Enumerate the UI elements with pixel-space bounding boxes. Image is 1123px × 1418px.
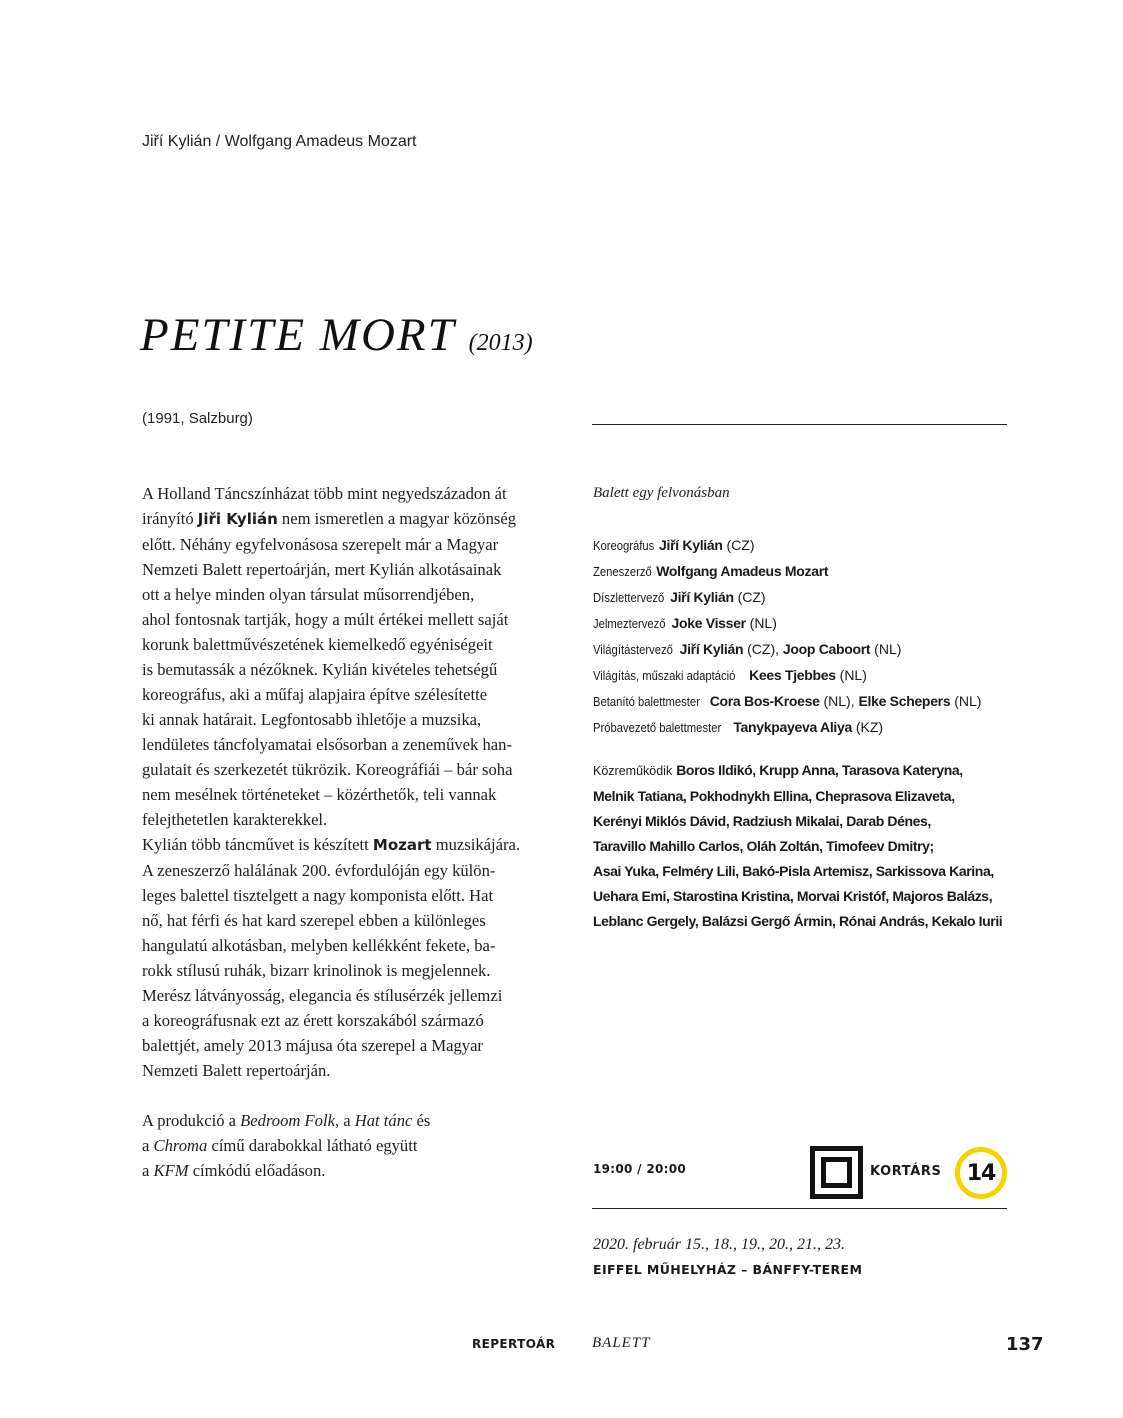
text-line: Nemzeti Balett repertoárján. [142,1061,331,1080]
cast-row: Uehara Emi, Starostina Kristina, Morvai Kristóf, Majoros Balázs, [593,888,993,904]
cast-row: Közreműködik Boros Ildikó, Krupp Anna, Tarasova Kateryna, [593,762,963,778]
credit-role: Zeneszerző [593,565,652,579]
age-rating-badge: 14 [955,1147,1007,1199]
credit-row [593,559,981,585]
venue: EIFFEL MŰHELYHÁZ – BÁNFFY-TEREM [593,1262,863,1277]
emphasized-name: Wolfgang Amadeus Mozart [656,563,829,579]
category-label: KORTÁRS [870,1164,942,1179]
text-line: előtt. Néhány egyfelvonásosa szerepelt már a Magyar [142,535,499,554]
cast-list [593,758,1023,934]
page-title [140,308,533,362]
text-line: lendületes táncfolyamatai elsősorban a zeneművek han- [142,735,512,754]
cast-row: Kerényi Miklós Dávid, Radziush Mikalai, Darab Dénes, [593,813,931,829]
emphasized-name: Cora Bos-Kroese [709,693,820,709]
text-line: balettjét, amely 2013 májusa óta szerepel a Magyar [142,1036,483,1055]
credit-row: Betanító balettmester Cora Bos-Kroese (NL), Elke Schepers (NL) [593,689,981,715]
emphasized-name: Jiři Kylián [197,510,278,528]
footer-category: BALETT [592,1335,651,1351]
cast-row: Melnik Tatiana, Pokhodnykh Ellina, Cheprasova Elizaveta, [593,788,955,804]
text-line: hangulatú alkotásban, melyben kellékként fekete, ba- [142,936,496,955]
emphasized-name: Tanykpayeva Aliya [733,719,852,735]
text-line: A zeneszerző halálának 200. évfordulóján egy külön- [142,861,496,880]
italic-title: Chroma [153,1136,208,1155]
title-text: PETITE MORT [140,309,455,361]
emphasized-name: Elke Schepers [858,693,951,709]
credit-row: Világítástervező Jiří Kylián (CZ), Joop Caboort (NL) [593,637,981,663]
emphasized-name: Jiří Kylián [659,537,723,553]
credit-role: Koreográfus [593,539,655,553]
credit-row: Világítás, műszaki adaptáció Kees Tjebbes (NL) [593,663,981,689]
text-line: a Chroma című darabokkal látható együtt [142,1136,418,1155]
page-number: 137 [1006,1334,1044,1355]
text-line: rokk stílusú ruhák, bizarr krinolinok is megjelennek. [142,961,491,980]
text-line: felejthetetlen karakterekkel. [142,810,328,829]
genre-subtitle: Balett egy felvonásban [593,485,730,501]
emphasized-name: Mozart [372,836,432,854]
cast-role: Közreműködik [593,764,673,778]
emphasized-name: Kees Tjebbes [749,667,836,683]
title-year: (2013) [468,330,533,356]
credit-role: Díszlettervező [593,591,665,605]
emphasized-name: Jiří Kylián [679,641,744,657]
cast-row: Leblanc Gergely, Balázsi Gergő Ármin, Rónai András, Kekalo Iurii [593,913,1003,929]
nested-square-icon [810,1146,863,1199]
showtime: 19:00 / 20:00 [593,1162,687,1176]
description-text [142,481,560,1183]
paragraph-gap [142,1083,560,1108]
emphasized-name: Jiří Kylián [670,589,734,605]
text-line: a koreográfusnak ezt az érett korszakából származó [142,1011,484,1030]
cast-row: Asai Yuka, Felméry Lili, Bakó-Pisla Artemisz, Sarkissova Karina, [593,863,994,879]
credit-row: Jelmeztervező Joke Visser (NL) [593,611,981,637]
text-line: a KFM címkódú előadáson. [142,1161,326,1180]
credit-role: Világítástervező [593,643,673,657]
italic-title: Hat tánc [354,1111,413,1130]
italic-title: Bedroom Folk [240,1111,335,1130]
text-line: nő, hat férfi és hat kard szerepel ebben a különleges [142,911,486,930]
text-line: nem mesélnek történeteket – közérthetők, teli vannak [142,785,497,804]
credit-role: Betanító balettmester [593,695,700,709]
credits-list [593,533,981,741]
cast-row: Taravillo Mahillo Carlos, Oláh Zoltán, Timofeev Dmitry; [593,838,934,854]
text-line: A Holland Táncszínházat több mint negyedszázadon át [142,484,507,503]
emphasized-name: Joop Caboort [782,641,871,657]
italic-title: KFM [153,1161,189,1180]
text-line: is bemutassák a nézőknek. Kylián kivételes tehetségű [142,660,498,679]
text-line: koreográfus, aki a műfaj alapjaira építve szélesítette [142,685,488,704]
performance-dates: 2020. február 15., 18., 19., 20., 21., 23. [593,1236,845,1253]
authors: Jiří Kylián / Wolfgang Amadeus Mozart [142,133,417,150]
credit-role: Próbavezető balettmester [593,721,722,735]
divider-bottom [592,1208,1007,1209]
text-line: Kylián több táncművet is készített Mozart muzsikájára. [142,835,521,854]
emphasized-name: Joke Visser [671,615,746,631]
text-line: A produkció a Bedroom Folk, a Hat tánc és [142,1111,431,1130]
credit-row: Díszlettervező Jiří Kylián (CZ) [593,585,981,611]
text-line: ki annak határait. Legfontosabb ihletője a muzsika, [142,710,482,729]
text-line: irányító Jiři Kylián nem ismeretlen a magyar közönség [142,509,517,528]
credit-row: Próbavezető balettmester Tanykpayeva Aliya (KZ) [593,715,981,741]
text-line: ott a helye minden olyan társulat műsorrendjében, [142,585,475,604]
footer-section: REPERTOÁR [472,1337,556,1351]
divider-top [592,424,1007,425]
text-line: Merész látványosság, elegancia és stílusérzék jellemzi [142,986,503,1005]
text-line: leges balettel tisztelgett a nagy komponista előtt. Hat [142,886,494,905]
credit-row: Koreográfus Jiří Kylián (CZ) [593,533,981,559]
credit-role: Jelmeztervező [593,617,666,631]
text-line: ahol fontosnak tartják, hogy a múlt értékei mellett saját [142,610,509,629]
text-line: korunk balettművészetének kiemelkedő egyéniségeit [142,635,493,654]
premiere-info: (1991, Salzburg) [142,410,253,427]
text-line: Nemzeti Balett repertoárján, mert Kylián alkotásainak [142,560,502,579]
text-line: gulatait és szerkezetét tükrözik. Koreográfiái – bár soha [142,760,513,779]
credit-role: Világítás, műszaki adaptáció [593,669,736,683]
